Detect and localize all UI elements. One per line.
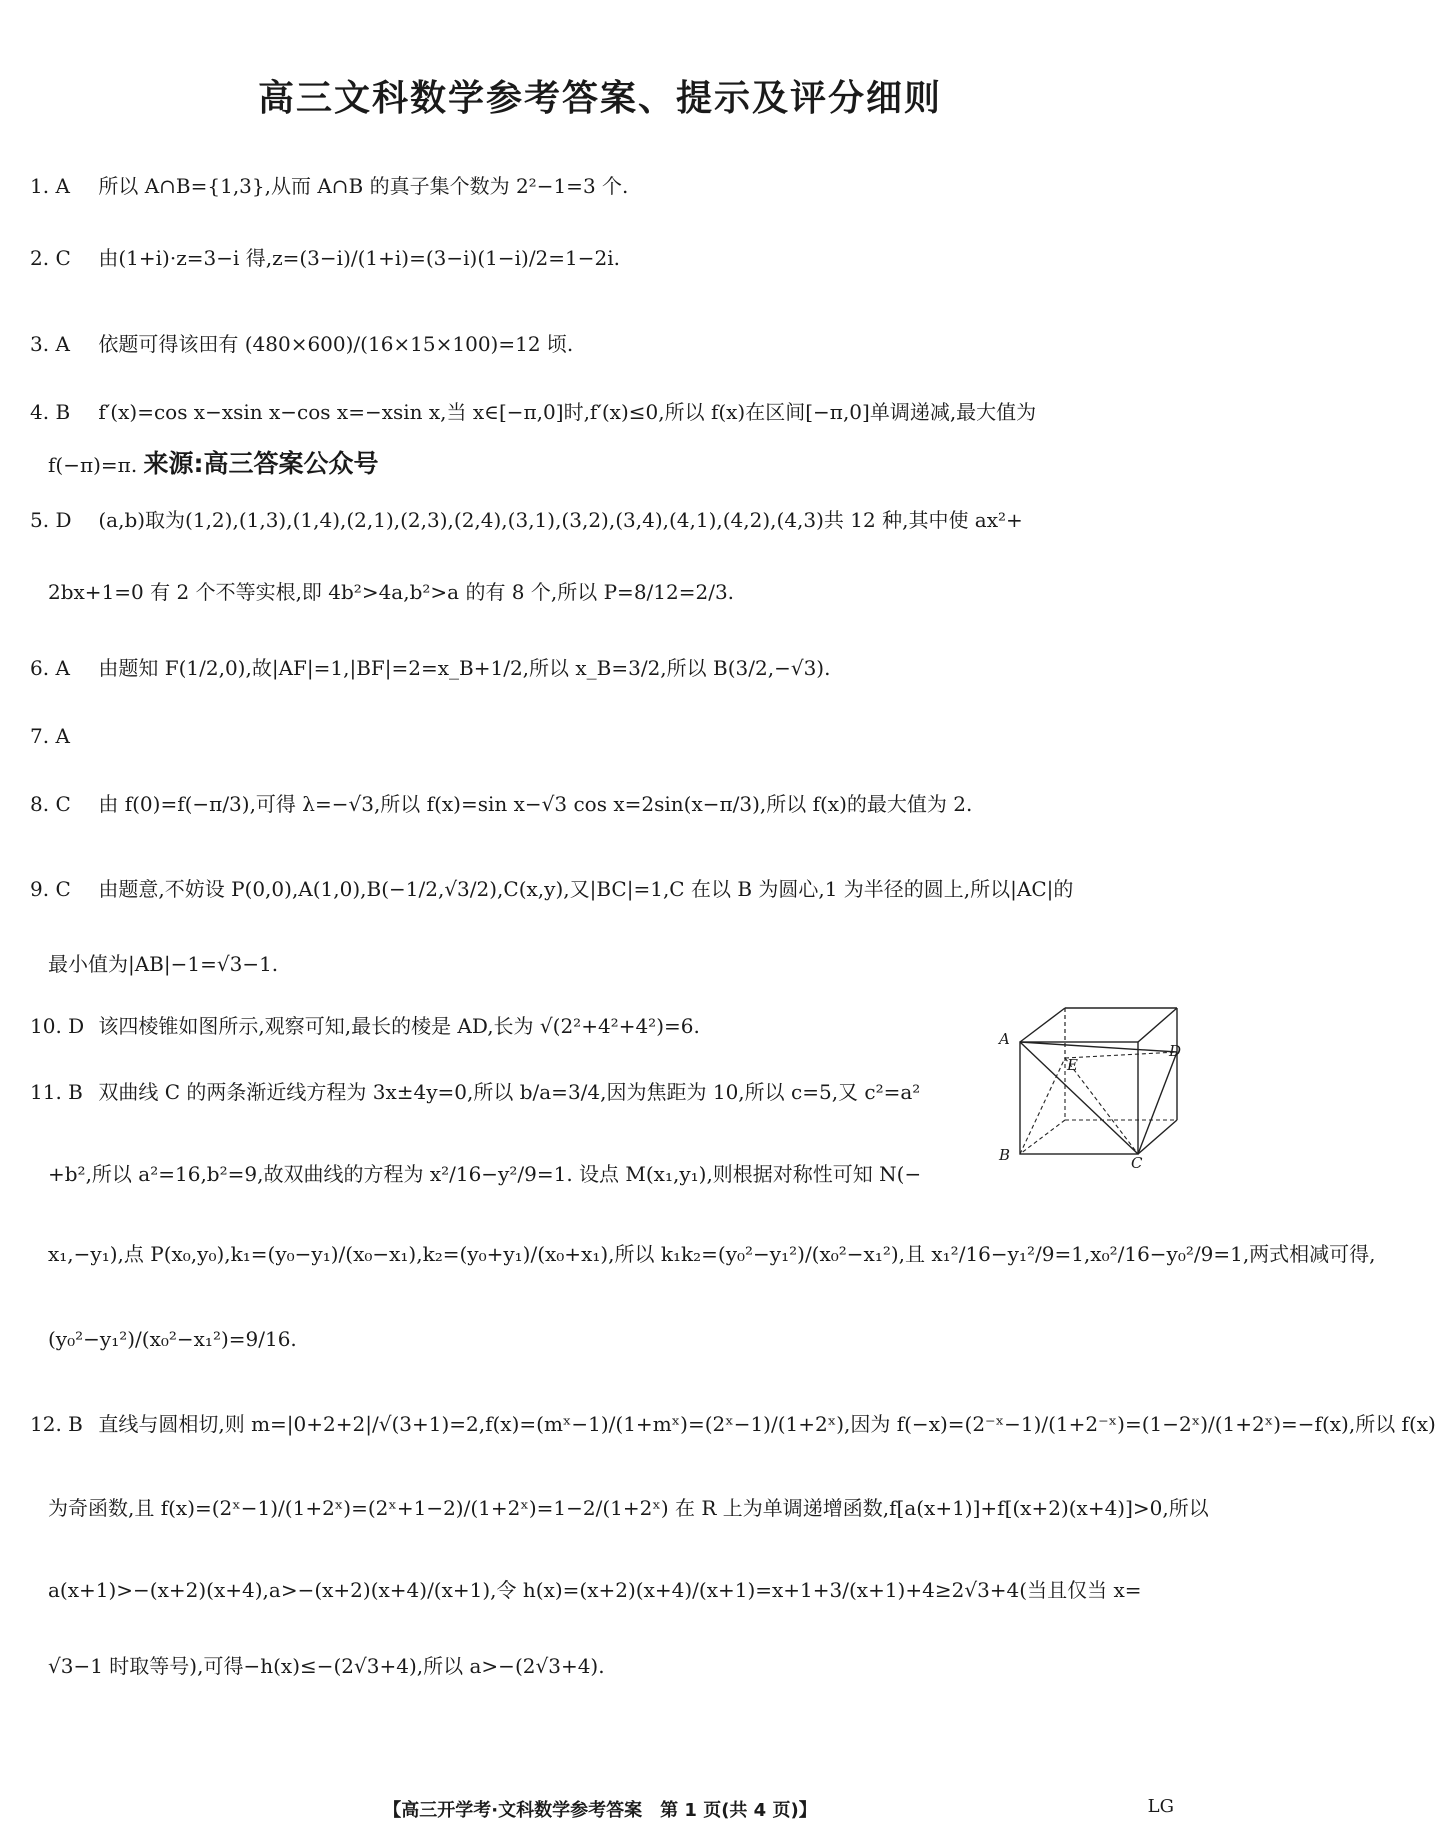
answer-text: 由 f(0)=f(−π/3),可得 λ=−√3,所以 f(x)=sin x−√3 cos x=2sin(x−π/3),所以 f(x)的最大值为 2. — [98, 792, 973, 816]
answer-10 — [30, 1012, 990, 1040]
answer-text: √3−1 时取等号),可得−h(x)≤−(2√3+4),所以 a>−(2√3+4). — [48, 1654, 605, 1678]
answer-4-cont — [48, 450, 1174, 479]
source-note: 来源:高三答案公众号 — [143, 449, 379, 478]
figure-label-c: C — [1131, 1154, 1143, 1172]
pyramid-diagram — [995, 1000, 1185, 1160]
answer-text: 由(1+i)·z=3−i 得,z=(3−i)/(1+i)=(3−i)(1−i)/2=1−2i. — [98, 246, 620, 270]
answer-text: 由题意,不妨设 P(0,0),A(1,0),B(−1/2,√3/2),C(x,y),又|BC|=1,C 在以 B 为圆心,1 为半径的圆上,所以|AC|的 — [98, 877, 1074, 901]
answer-7 — [30, 722, 1174, 750]
answer-12-cont — [48, 1494, 1209, 1522]
answer-text: 所以 A∩B={1,3},从而 A∩B 的真子集个数为 2²−1=3 个. — [98, 174, 629, 198]
answer-3 — [30, 330, 1174, 358]
answer-4 — [30, 398, 1174, 426]
answer-text: (y₀²−y₁²)/(x₀²−x₁²)=9/16. — [48, 1327, 297, 1351]
answer-11-cont — [48, 1240, 1376, 1268]
answer-5-cont — [48, 578, 1174, 606]
answer-number: 11. B — [30, 1080, 83, 1104]
answer-text: 直线与圆相切,则 m=|0+2+2|/√(3+1)=2,f(x)=(mˣ−1)/(1+mˣ)=(2ˣ−1)/(1+2ˣ),因为 f(−x)=(2⁻ˣ−1)/(1+2⁻ˣ)=(1−2ˣ)/(1+2ˣ)=−f(x),所以 f(x) — [98, 1412, 1436, 1436]
answer-number: 8. C — [30, 792, 71, 816]
answer-12-cont — [48, 1652, 1174, 1680]
answer-text: 2bx+1=0 有 2 个不等实根,即 4b²>4a,b²>a 的有 8 个,所以 P=8/12=2/3. — [48, 580, 735, 604]
answer-6 — [30, 654, 1174, 682]
answer-12-cont — [48, 1576, 1174, 1604]
answer-text: +b²,所以 a²=16,b²=9,故双曲线的方程为 x²/16−y²/9=1. 设点 M(x₁,y₁),则根据对称性可知 N(− — [48, 1162, 922, 1186]
answer-text: 双曲线 C 的两条渐近线方程为 3x±4y=0,所以 b/a=3/4,因为焦距为 10,所以 c=5,又 c²=a² — [98, 1080, 921, 1104]
figure-label-b: B — [999, 1146, 1011, 1164]
answer-text: f′(x)=cos x−xsin x−cos x=−xsin x,当 x∈[−π,0]时,f′(x)≤0,所以 f(x)在区间[−π,0]单调递减,最大值为 — [98, 400, 1037, 424]
pyramid-figure — [995, 1000, 1185, 1172]
answer-1 — [30, 172, 1174, 200]
answer-text: 由题知 F(1/2,0),故|AF|=1,|BF|=2=x_B+1/2,所以 x_B=3/2,所以 B(3/2,−√3). — [98, 656, 831, 680]
answer-number: 2. C — [30, 246, 71, 270]
answer-number: 10. D — [30, 1014, 85, 1038]
answer-12 — [30, 1410, 1436, 1438]
figure-label-e: E — [1067, 1056, 1078, 1074]
answer-number: 7. A — [30, 724, 70, 748]
answer-number: 6. A — [30, 656, 70, 680]
answer-text: x₁,−y₁),点 P(x₀,y₀),k₁=(y₀−y₁)/(x₀−x₁),k₂=(y₀+y₁)/(x₀+x₁),所以 k₁k₂=(y₀²−y₁²)/(x₀²−x₁²),且 x₁²/16−y₁²/9=1,x₀²/16−y₀²/9=1,两式相减可得, — [48, 1242, 1376, 1266]
answer-text: (a,b)取为(1,2),(1,3),(1,4),(2,1),(2,3),(2,4),(3,1),(3,2),(3,4),(4,1),(4,2),(4,3)共 12 种,其中使 ax²+ — [98, 508, 1023, 532]
answer-number: 4. B — [30, 400, 71, 424]
answer-number: 5. D — [30, 508, 72, 532]
answer-9-cont — [48, 950, 1174, 978]
answer-text: f(−π)=π. — [48, 453, 138, 477]
answer-text: 依题可得该田有 (480×600)/(16×15×100)=12 顷. — [98, 332, 574, 356]
answer-11-cont — [48, 1160, 990, 1188]
answer-8 — [30, 790, 1174, 818]
answer-text: 为奇函数,且 f(x)=(2ˣ−1)/(1+2ˣ)=(2ˣ+1−2)/(1+2ˣ)=1−2/(1+2ˣ) 在 R 上为单调递增函数,f[a(x+1)]+f[(x+2)(x+4)]>0,所以 — [48, 1496, 1209, 1520]
figure-label-a: A — [999, 1030, 1010, 1048]
answer-11-cont — [48, 1325, 1174, 1353]
answer-number: 1. A — [30, 174, 70, 198]
answer-text: 该四棱锥如图所示,观察可知,最长的棱是 AD,长为 √(2²+4²+4²)=6. — [98, 1014, 700, 1038]
answer-text: a(x+1)>−(x+2)(x+4),a>−(x+2)(x+4)/(x+1),令 h(x)=(x+2)(x+4)/(x+1)=x+1+3/(x+1)+4≥2√3+4(当且仅当 x= — [48, 1578, 1142, 1602]
answer-2 — [30, 244, 1174, 272]
figure-label-d: D — [1169, 1042, 1182, 1060]
answer-text: 最小值为|AB|−1=√3−1. — [48, 952, 279, 976]
answer-9 — [30, 875, 1174, 903]
footer-code: LG — [1147, 1796, 1174, 1817]
answer-number: 12. B — [30, 1412, 83, 1436]
answer-number: 3. A — [30, 332, 70, 356]
answer-11 — [30, 1078, 990, 1106]
answer-5 — [30, 506, 1174, 534]
page-footer: 【高三开学考·文科数学参考答案 第 1 页(共 4 页)】 — [383, 1800, 817, 1821]
page-title: 高三文科数学参考答案、提示及评分细则 — [257, 78, 942, 119]
answer-number: 9. C — [30, 877, 71, 901]
